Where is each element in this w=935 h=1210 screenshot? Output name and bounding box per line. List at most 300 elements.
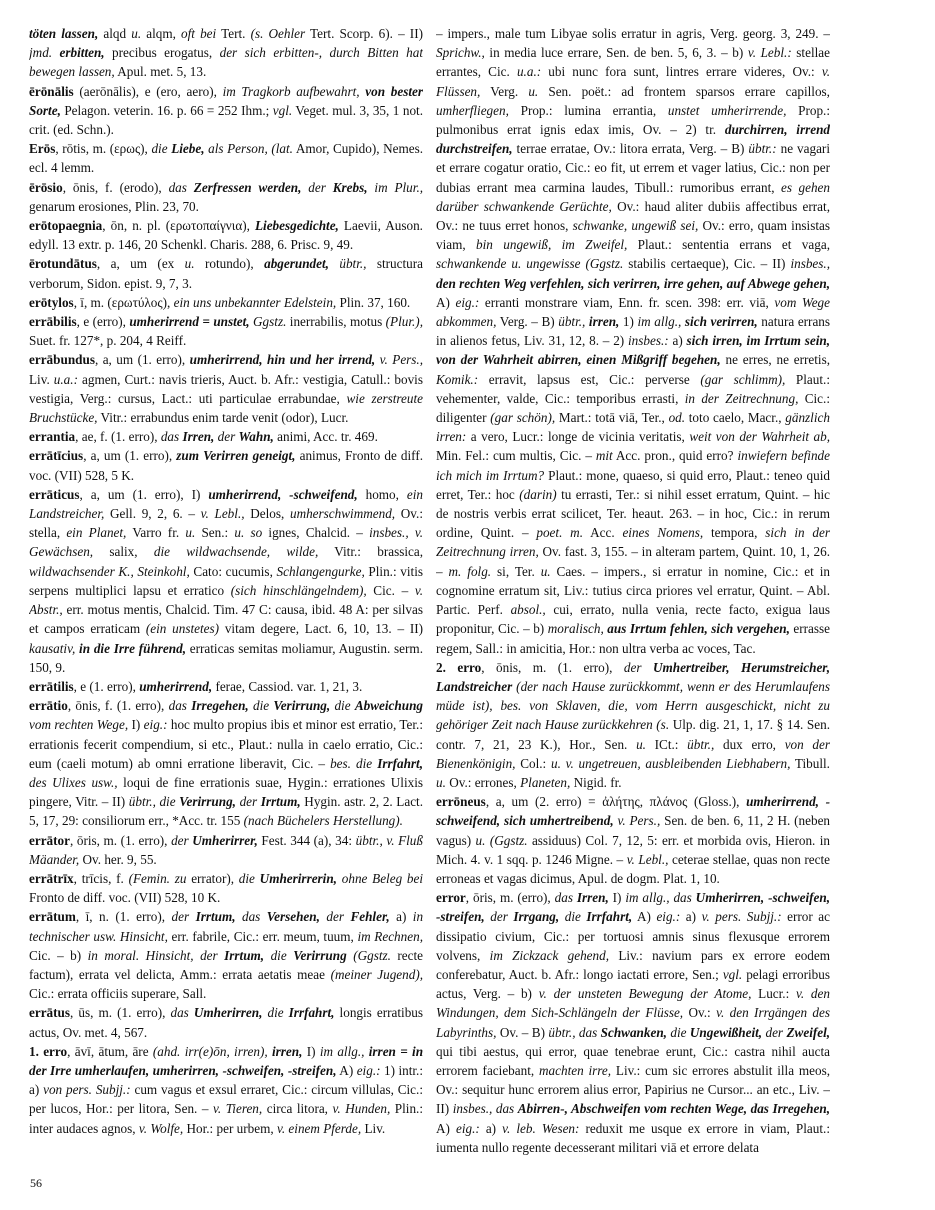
entry-text: Gell. 9, 2, 6. – xyxy=(104,506,201,522)
entry-text: von der Bienenkönigin, xyxy=(436,736,830,771)
entry-text: gänzlich irren: xyxy=(436,410,830,445)
entry-text: v. Lebl., xyxy=(200,506,245,522)
entry-text: wildwachsender K., Steinkohl, xyxy=(29,563,190,579)
entry-text: insbes., xyxy=(790,256,830,272)
dictionary-entry xyxy=(29,24,423,82)
entry-text: , a, um (1. erro), xyxy=(83,448,177,464)
entry-text: homo, xyxy=(357,486,407,502)
right-column xyxy=(436,24,830,1189)
entry-headword: error xyxy=(436,890,466,906)
entry-text: eines Nomens, xyxy=(622,525,704,541)
entry-text: vom rechten Wege, xyxy=(29,717,129,733)
entry-text: ne vagari et errare cogatur oratio, Cic.: eo fit, ut errem et vager latius, Cic.: non per dubias errant mea carmina laudes, Tibull.: rumoribus errant, xyxy=(436,141,830,195)
entry-text: A) xyxy=(436,294,456,310)
dictionary-entry xyxy=(29,178,423,216)
entry-text: I) xyxy=(608,890,626,906)
dictionary-entry xyxy=(29,831,423,869)
entry-text xyxy=(641,660,652,675)
entry-headword: errātus xyxy=(29,1005,71,1021)
entry-text: Tert. xyxy=(216,26,251,41)
entry-text: vom Wege abkommen, xyxy=(436,294,830,330)
entry-text: (darin) xyxy=(519,486,557,502)
entry-text: (der nach Hause zurückkommt, wenn er des Herumlaufens müde ist), bes. von Sklaven, die, vom Herrn ausgeschickt, nicht zu gehöriger Zeit nach Hause zurückkehren (s. xyxy=(436,678,830,733)
entry-text: vitam degere, Lact. 6, 10, 13. – II) xyxy=(219,621,423,637)
entry-text: Irrtum, xyxy=(260,794,301,810)
dictionary-entry xyxy=(29,427,423,446)
entry-text: der xyxy=(326,909,344,925)
entry-text: ohne Beleg bei xyxy=(341,870,423,886)
entry-text: Plin. 37, 160. xyxy=(336,294,411,310)
entry-headword: ērotundātus xyxy=(29,256,97,272)
entry-text: eig.: xyxy=(455,1120,480,1136)
entry-text: die xyxy=(564,909,581,925)
entry-text: erranti monstrare viam, Enn. fr. scen. 398: err. viā, xyxy=(479,294,775,310)
entry-text: Col.: xyxy=(515,755,551,771)
entry-text: Veget. mul. 3, 35, 1 not. crit. (ed. Schn.). xyxy=(29,102,423,138)
dictionary-entry xyxy=(436,792,830,888)
entry-text: ein uns unbekannter Edelstein, xyxy=(173,294,337,310)
entry-text: , ae, f. (1. erro), xyxy=(75,429,161,445)
entry-text: eig.: xyxy=(455,294,480,310)
entry-text: erbitten, xyxy=(59,45,105,61)
entry-text: sich irren, im Irrtum sein, von der Wahrheit abirren, einen Mißgriff begehen, xyxy=(436,333,830,368)
entry-text: Hygin. astr. 2, 2. Lact. 5, 17, 29: consiliorum err., *Acc. tr. 155 xyxy=(29,794,423,829)
entry-text: sich verirren, xyxy=(684,314,758,330)
entry-text: Ov.: errones, xyxy=(445,774,521,790)
entry-text: Cic. – xyxy=(366,582,415,598)
entry-text: v. Pers., xyxy=(617,813,661,829)
entry-text: töten lassen, xyxy=(29,26,99,41)
entry-text: der sich erbitten-, durch Bitten hat bewegen lassen, xyxy=(29,45,423,80)
entry-text: v. Tieren, xyxy=(213,1101,263,1117)
entry-text: Sen. de ben. 6, 11, 2 H. (neben vagus) xyxy=(436,813,830,848)
entry-text: der xyxy=(217,429,236,445)
entry-text: Schwanken, xyxy=(600,1024,667,1040)
entry-text: , a, um (1. erro), xyxy=(94,352,190,368)
entry-text: im allg., xyxy=(637,314,682,330)
entry-text: (Ggstz. xyxy=(353,947,391,963)
entry-text: das xyxy=(241,909,261,925)
entry-text: Plin.: vitis serpens multiplici lapsu et erratico xyxy=(29,563,423,598)
entry-text: circa litora, xyxy=(262,1101,333,1117)
entry-text: Amor, Cupido), Nemes. ecl. 4 lemm. xyxy=(29,141,423,176)
entry-text: Planeten, xyxy=(520,774,571,790)
dictionary-entry xyxy=(29,1003,423,1041)
entry-headword: errātum xyxy=(29,909,76,925)
entry-text: Irregehen, xyxy=(191,698,249,714)
entry-headword: 2. erro xyxy=(436,659,482,675)
entry-headword: errābundus xyxy=(29,352,95,368)
entry-text: Vitr.: errabundus enim tarde venit (odor), Lucr. xyxy=(97,410,349,426)
entry-text xyxy=(187,180,194,195)
dictionary-entry xyxy=(29,446,423,484)
entry-text: , ī, n. (1. erro), xyxy=(75,909,172,925)
dictionary-entry xyxy=(29,677,423,696)
entry-text: agmen, Curt.: navis trieris, Auct. b. Afr.: vestigia, Catull.: bovis vestigia, Verg.: cursus, Lact.: uti particulae errabundae, xyxy=(29,371,423,406)
dictionary-entry xyxy=(29,907,423,1003)
dictionary-entry xyxy=(29,254,423,292)
entry-text: im allg., das xyxy=(625,890,692,906)
entry-text: u. xyxy=(636,736,646,752)
entry-text: Ov. fast. 3, 155. – in alteram partem, Quint. 10, 1, 26. – xyxy=(436,544,830,579)
entry-text: Min. Fel.: cum multis, Cic. – xyxy=(436,448,596,464)
entry-text: (gar schön), xyxy=(490,410,556,426)
dictionary-entry xyxy=(29,696,423,830)
entry-text: kausativ, xyxy=(29,640,76,656)
entry-text: die xyxy=(334,698,351,714)
entry-text: v. Abstr., xyxy=(29,582,423,618)
entry-text: Fest. 344 (a), 34: xyxy=(257,832,356,848)
entry-text: Abweichung xyxy=(354,698,423,714)
entry-text: Umherirren, xyxy=(193,1005,263,1021)
entry-text: übtr., das xyxy=(548,1024,598,1040)
entry-text: a) xyxy=(680,909,702,925)
entry-text: Cic.: diligenter xyxy=(436,390,830,426)
entry-text: mit xyxy=(595,448,613,464)
entry-headword: errātīcius xyxy=(29,448,84,464)
entry-text: Prop.: lumina errantia, xyxy=(508,102,668,118)
entry-text: v. leb. Wesen: xyxy=(502,1120,580,1136)
entry-text: u. (Ggstz. xyxy=(475,832,528,848)
entry-text: ne erres, ne erretis, xyxy=(720,352,830,368)
entry-text: Liv. xyxy=(29,371,54,387)
entry-text: precibus erogatus, xyxy=(104,45,220,61)
entry-text: Zweifel, xyxy=(786,1024,830,1040)
entry-text: A) xyxy=(632,909,657,925)
entry-text: 1) xyxy=(619,314,638,330)
entry-text: , e (erro), xyxy=(76,314,130,330)
entry-text: umherschwimmend, xyxy=(289,506,396,522)
entry-text: Liebesgedichte, xyxy=(254,218,339,234)
entry-text: bes. die xyxy=(330,755,373,771)
entry-text: in moral. Hinsicht, der xyxy=(87,947,218,963)
entry-text: , āvī, ātum, āre xyxy=(67,1043,153,1059)
entry-text: in technischer usw. Hinsicht, xyxy=(29,909,423,944)
entry-text: , ōris, m. (erro), xyxy=(465,890,555,906)
entry-text: im Rechnen, xyxy=(357,928,423,944)
entry-text: , trīcis, f. xyxy=(73,870,129,886)
entry-text: Plaut.: vehementer, valde, Cic.: temporibus errasti, xyxy=(436,371,830,406)
entry-text: si, Ter. xyxy=(491,563,541,579)
entry-text: ferae, Cassiod. var. 1, 21, 3. xyxy=(212,678,363,694)
entry-text: natura errans in alienos fetus, Liv. 31, 12, 8. – 2) xyxy=(436,314,830,349)
entry-text: cum vagus et exsul erraret, Cic.: circum villulas, Cic.: per lucos, Hor.: per litora, Sen. – xyxy=(29,1082,423,1117)
entry-text: insbes., das xyxy=(452,1101,515,1117)
entry-text: Cic.: errata officiis superare, Sall. xyxy=(29,986,207,1002)
entry-text: A) xyxy=(436,1120,456,1136)
entry-headword: errātio xyxy=(29,698,68,714)
entry-text: toto caelo, Macr., xyxy=(685,410,786,426)
entry-text: err. fabrile, Cic.: err. meum, tuum, xyxy=(167,928,358,944)
entry-headword: errātor xyxy=(29,832,70,848)
entry-text: Cato: cucumis, xyxy=(189,563,277,579)
entry-text: eig.: xyxy=(143,717,168,733)
entry-text: v. Wolfe, xyxy=(138,1120,184,1136)
entry-text: v. pers. Subjj.: xyxy=(701,909,782,925)
entry-text: oft bei xyxy=(181,26,217,41)
entry-text: salix, xyxy=(93,544,154,560)
entry-text: Apul. met. 5, 13. xyxy=(114,64,207,80)
entry-text: durchirren, irrend durchstreifen, xyxy=(436,122,830,157)
entry-text: Irrtum, xyxy=(195,909,236,925)
entry-text: I) xyxy=(128,717,144,733)
entry-text: Nigid. fr. xyxy=(570,774,622,790)
entry-text: der xyxy=(623,659,642,675)
entry-text: err. motus mentis, Chalcid. Tim. 47 C: causa, ibid. 48 A: per silvas et campos erraticam xyxy=(29,602,423,637)
entry-text: Tert. Scorp. 6). – II) xyxy=(305,26,423,41)
entry-text: in media luce errare, Sen. de ben. 5, 6, 3. – b) xyxy=(484,45,748,61)
entry-text: a) xyxy=(389,909,413,925)
entry-text: die xyxy=(267,1005,284,1021)
entry-text: der xyxy=(239,794,258,810)
entry-text: v. Lebl., xyxy=(626,851,669,867)
entry-text: Schlangengurke, xyxy=(276,563,365,579)
entry-text: , ōnis, f. (erodo), xyxy=(62,179,169,195)
entry-text: longis erratibus actus, Ov. met. 4, 567. xyxy=(29,1005,423,1040)
entry-text: das xyxy=(170,1005,189,1021)
entry-text: a) xyxy=(668,333,687,349)
entry-text: (gar schlimm), xyxy=(700,371,786,387)
entry-text: , ī, m. (ερωτύλος), xyxy=(73,294,174,310)
entry-text: errator), xyxy=(186,870,239,886)
entry-text: Fehler, xyxy=(350,909,390,925)
entry-text: hoc multo propius ibis et minor est erratio, Ter.: errationis fecerit compendium, si etc., Plaut.: nulla in caelo erratio, Cic.: eum (caeli motum) ab omni erratione liberavit, Cic. – xyxy=(29,717,423,771)
entry-text: , a, um (1. erro), I) xyxy=(79,486,209,502)
entry-text: der xyxy=(308,179,326,195)
entry-text: v. Hunden, xyxy=(332,1101,391,1117)
entry-text: u. xyxy=(131,26,142,41)
entry-text: insbes.: xyxy=(628,333,669,349)
entry-text: Plaut.: sententia errans et vaga, xyxy=(627,237,830,253)
entry-headword: errātrīx xyxy=(29,870,74,886)
entry-text: error ac dissipatio civium, Cic.: per tortuosi amnis sinus flexusque errorem volvens, xyxy=(436,909,830,963)
entry-text: im Zickzack gehend, xyxy=(489,947,610,963)
entry-text: v. der unsteten Bewegung der Atome, xyxy=(538,986,752,1002)
entry-text: aus Irrtum fehlen, sich vergehen, xyxy=(607,621,790,637)
entry-text: , ōnis, f. (1. erro), xyxy=(67,698,169,714)
entry-text: irren, xyxy=(271,1043,303,1059)
entry-text: umherirrend = unstet, xyxy=(129,314,250,330)
entry-text: Acc. pron., quid erro? xyxy=(612,448,738,464)
entry-headword: erōtylos xyxy=(29,294,74,310)
entry-headword: errābilis xyxy=(29,314,77,330)
entry-text: Ov.: stella, xyxy=(29,506,423,541)
entry-text: recte factum), errata vel delicta, Amm.: errata aetatis meae xyxy=(29,947,423,982)
entry-text: u. v. ungetreuen, ausbleibenden Liebhabern, xyxy=(550,755,791,771)
dictionary-entry xyxy=(29,485,423,677)
entry-text: des Ulixes usw., xyxy=(29,774,118,790)
entry-text: vgl. xyxy=(272,102,293,118)
entry-headword: errātilis xyxy=(29,678,74,694)
entry-headword: errāticus xyxy=(29,486,80,502)
entry-text: die wildwachsende, wilde, xyxy=(153,544,319,560)
dictionary-entry xyxy=(29,869,423,907)
entry-text: (ahd. xyxy=(152,1043,181,1059)
entry-headword: erōtopaegnia xyxy=(29,218,103,234)
entry-text: übtr., die xyxy=(128,794,176,810)
entry-text: Zerfressen werden, xyxy=(193,179,302,195)
entry-text: , rōtis, m. (ερως), xyxy=(55,141,152,157)
entry-text: absol., xyxy=(510,602,546,618)
entry-text: zum Verirren geneigt, xyxy=(176,448,296,464)
entry-text: od. xyxy=(668,410,686,426)
entry-text: alqd xyxy=(98,26,132,41)
entry-text: erravit, lapsus est, Cic.: perverse xyxy=(478,371,701,387)
entry-text: der xyxy=(765,1024,784,1040)
dictionary-entry xyxy=(29,1042,423,1138)
entry-text xyxy=(329,256,339,271)
entry-text: der xyxy=(490,909,508,925)
entry-text: Liv. xyxy=(361,1120,386,1136)
entry-text: (s. Oehler xyxy=(250,26,306,41)
entry-text: u. so xyxy=(234,525,263,541)
entry-text: als Person, (lat. xyxy=(208,141,293,157)
entry-text: I) xyxy=(302,1043,320,1059)
entry-text: umherirrend, xyxy=(139,678,213,694)
entry-text: dux erro, xyxy=(714,736,785,752)
entry-text: übtr., xyxy=(687,736,715,752)
entry-text: animus, Fronto de diff. voc. (VII) 528, 5 K. xyxy=(29,448,423,483)
entry-text: Verirrung, xyxy=(273,698,331,714)
entry-text: in der Zeitrechnung, xyxy=(684,390,799,406)
entry-text: Irrgang, xyxy=(513,909,560,925)
entry-text: Umherirrer, xyxy=(192,832,258,848)
entry-text: stabilis certaeque), Cic. – II) xyxy=(623,256,791,272)
entry-text: umherfliegen, xyxy=(436,102,509,118)
entry-text: Hor.: per urbem, xyxy=(183,1120,277,1136)
entry-text: Laevii, Auson. edyll. 13 extr. p. 146, 20 Schenkl. Charis. 288, 6. Prisc. 9, 49. xyxy=(29,218,423,253)
entry-text: tempora, xyxy=(703,525,766,541)
entry-text: das xyxy=(168,179,187,195)
entry-text: v. einem Pferde, xyxy=(276,1120,362,1136)
entry-text: Liv.: cum sic errores abstulit illa meos, Ov.: sequitur hunc errorem alius error, Papirius ne Cursor... an etc., Liv. – II) xyxy=(436,1062,830,1117)
entry-text: (nach Büchelers Herstellung). xyxy=(243,813,403,829)
entry-text: (Plur.), xyxy=(385,314,423,330)
entry-text: Umherirren, -schweifen, -streifen, xyxy=(436,890,830,925)
entry-text: u.a.: xyxy=(516,64,542,80)
entry-text: übtr.: xyxy=(748,141,777,157)
entry-text: genarum erosiones, Plin. 23, 70. xyxy=(29,198,199,214)
entry-text: rotundo), xyxy=(194,256,265,272)
entry-text: bin ungewiß, im Zweifel, xyxy=(476,237,628,253)
entry-text: tu errasti, Ter.: si nihil esset erratum, Quint. – hic de nostris verbis errat scilicet, Ter. heaut. 263. – in hoc, Cic.: in rerum ordine, Quint. – xyxy=(436,486,830,541)
entry-text: machten irre, xyxy=(539,1062,612,1078)
entry-text: das xyxy=(168,698,187,714)
entry-text: Wahn, xyxy=(238,429,274,445)
entry-text: Pelagon. veterin. 16. p. 66 = 252 Ihm.; xyxy=(60,102,273,118)
entry-text: irr(e)ōn, irren), xyxy=(184,1043,268,1059)
entry-text: im Plur., xyxy=(374,179,423,195)
entry-text: Verg. – B) xyxy=(496,314,559,330)
entry-text: es gehen darüber schwankende Gerüchte, xyxy=(436,179,830,214)
entry-text: von bester Sorte, xyxy=(29,83,423,118)
entry-text: , e (1. erro), xyxy=(73,678,140,694)
entry-text: qui tibi aestus, qui error, quae tenebrae erunt, Cic.: castra nihil aucta errorem faciebant, xyxy=(436,1043,830,1078)
entry-text: Umhertreiber, Herumstreicher, Landstreicher xyxy=(436,659,830,694)
entry-text: Liv.: navium pars ex errore eodem conferebatur, Auct. b. Afr.: longo iactati errore, Sen.; xyxy=(436,947,830,982)
entry-headword: ērōsio xyxy=(29,179,63,195)
entry-text: Caes. – impers., si erratur in nomine, Cic.: et in cognomine erratum sit, Liv.: tutius circa priores vel erratur, Quint. – Abl. Partic. Perf. xyxy=(436,563,830,618)
left-column xyxy=(29,24,423,1189)
entry-text: u. xyxy=(185,525,196,541)
entry-text: (ein unstetes) xyxy=(145,621,220,637)
entry-text: Suet. fr. 127*, p. 204, 4 Reiff. xyxy=(29,333,187,349)
entry-text: den rechten Weg verfehlen, sich verirren, irre gehen, auf Abwege gehen, xyxy=(436,275,830,291)
entry-text: , ōris, m. (1. erro), xyxy=(70,832,172,848)
entry-text: im Tragkorb aufbewahrt, xyxy=(222,83,360,99)
entry-text: irren, xyxy=(588,314,620,330)
entry-text: Abirren-, Abschweifen vom rechten Wege, das Irregehen, xyxy=(517,1101,830,1117)
entry-text: der xyxy=(171,832,189,848)
entry-text: Ov. – B) xyxy=(496,1024,549,1040)
entry-text: loqui de fine errationis suae, Hygin.: errationes Ulixis pingere, Vitr. – II) xyxy=(29,774,423,810)
entry-text: die xyxy=(252,698,270,714)
entry-text: alqm, xyxy=(141,26,182,41)
entry-text: Ungewißheit, xyxy=(689,1024,763,1040)
entry-text: a vero, Lucr.: longe de vicinia veritatis, xyxy=(466,429,690,445)
entry-headword: errōneus xyxy=(436,794,486,810)
entry-text: ICt.: xyxy=(645,736,688,752)
entry-text: Delos, xyxy=(244,506,290,522)
entry-text: u. xyxy=(540,563,551,579)
entry-text: , ōn, n. pl. (ερωτοπαίγνια), xyxy=(102,218,255,234)
entry-text: insbes., v. Gewächsen, xyxy=(29,525,423,560)
entry-text: Verirrung, xyxy=(179,794,236,810)
entry-text: u.a.: xyxy=(53,371,78,387)
entry-text: Komik.: xyxy=(436,371,479,387)
dictionary-entry xyxy=(29,82,423,140)
entry-text: , ūs, m. (1. erro), xyxy=(70,1005,171,1021)
entry-text: übtr., v. Fluß Mäander, xyxy=(29,832,423,867)
entry-text: – impers., male tum Libyae solis erratur in agris, Verg. georg. 3, 249. – xyxy=(436,26,830,41)
entry-text: Lucr.: xyxy=(751,986,797,1002)
entry-text: terrae erratae, Ov.: litora errata, Verg. – B) xyxy=(512,141,749,157)
dictionary-entry xyxy=(436,24,830,658)
entry-text: v. Flüssen, xyxy=(436,64,830,99)
entry-headword: errantia xyxy=(29,429,76,445)
entry-text: Vitr.: brassica, xyxy=(318,544,423,560)
entry-text: Sen.: xyxy=(195,525,235,541)
entry-text: Krebs, xyxy=(332,179,368,195)
entry-text: das xyxy=(554,890,573,906)
entry-text: umherirrend, -schweifend, xyxy=(208,486,358,502)
entry-text: assiduus) Col. 7, 12, 5: err. et morbida ovis, Hieron. in Mich. 4. v. 1 sqq. p. 1246 Migne. – xyxy=(436,832,830,867)
entry-text: Verirrung xyxy=(293,947,347,963)
entry-text: u. xyxy=(436,774,446,790)
entry-text: inerrabilis, motus xyxy=(286,314,386,330)
entry-text: umherirrend, -schweifend, sich umhertreibend, xyxy=(436,794,830,829)
entry-text: a) xyxy=(479,1120,503,1136)
entry-text xyxy=(52,45,59,60)
entry-text: Liebe, xyxy=(171,141,205,157)
entry-text: vgl. xyxy=(722,966,743,982)
entry-text: umherirrend, hin und her irrend, xyxy=(189,352,376,368)
entry-text: die xyxy=(670,1024,687,1040)
entry-text: Plaut.: mone, quaeso, si quid erro, Plaut.: teneo quid erret, Ter.: hoc xyxy=(436,467,830,502)
entry-text: Verg. xyxy=(480,83,529,99)
entry-text: Irren, xyxy=(182,429,215,445)
entry-text: Ov.: haud aliter dubiis affectibus errat, Ov.: ne tuus erret honos, xyxy=(436,198,830,234)
entry-text: Plin.: inter audaces agnos, xyxy=(29,1101,423,1136)
entry-text: pelagi erroribus actus, Verg. – b) xyxy=(436,966,830,1002)
entry-text: die xyxy=(270,947,287,963)
entry-text: weit von der Wahrheit ab, xyxy=(689,429,830,445)
entry-text: erraticas semitas moliamur, Augustin. serm. 150, 9. xyxy=(29,640,423,675)
entry-text: die xyxy=(238,870,255,886)
entry-text: Irren, xyxy=(576,890,609,906)
entry-text: Ov.: erro, quam insistas viam, xyxy=(436,218,830,253)
entry-text: ceterae stellae, quas non recte erroneas et vagas dicimus, Apul. de dogm. Plat. 1, 10. xyxy=(436,851,830,886)
